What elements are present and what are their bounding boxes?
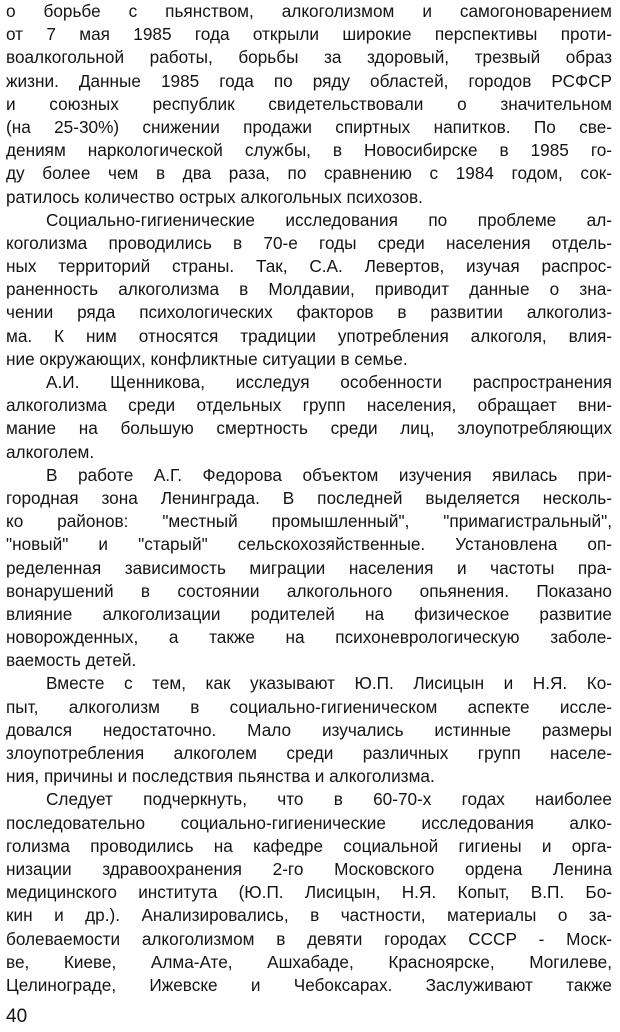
text-line: новорожденных, а также на психоневрологическую заболе- (6, 627, 612, 648)
paragraph (6, 209, 612, 371)
text-line: ния, причины и последствия пьянства и алкоголизма. (6, 766, 435, 787)
text-line: о борьбе с пьянством, алкоголизмом и самогоноварением (6, 1, 612, 21)
text-line: (на 25-30%) снижении продажи спиртных напитков. По све- (6, 116, 612, 137)
paragraph (6, 788, 612, 997)
text-line: воалкогольной работы, борьбы за здоровый, трезвый образ (6, 47, 612, 68)
paragraph (6, 464, 612, 673)
text-line: вонарушений в состоянии алкогольного опьянения. Показано (6, 580, 612, 601)
text-line: алкоголем. (6, 441, 95, 462)
text-line: Следует подчеркнуть, что в 60-70-х годах наиболее (46, 789, 612, 810)
text-line: голизма проводились на кафедре социальной гигиены и орга- (6, 835, 612, 856)
text-line: алкоголизма среди отдельных групп населения, обращает вни- (6, 395, 612, 416)
paragraph (6, 0, 612, 209)
paragraph (6, 371, 612, 464)
text-line: от 7 мая 1985 года открыли широкие перспективы проти- (6, 24, 612, 45)
text-line: В работе А.Г. Федорова объектом изучения явилась при- (46, 464, 612, 485)
text-line: коголизма проводились в 70-е годы среди населения отдель- (6, 232, 612, 253)
text-line: ние окружающих, конфликтные ситуации в семье. (6, 348, 408, 369)
text-line: ваемость детей. (6, 650, 137, 671)
text-line: "новый" и "старый" сельскохозяйственные. Установлена оп- (6, 534, 612, 555)
paragraph (6, 672, 612, 788)
text-line: А.И. Щенникова, исследуя особенности распространения (46, 372, 612, 392)
text-line: ве, Киеве, Алма-Ате, Ашхабаде, Красноярске, Могилеве, (6, 951, 612, 972)
text-line: и союзных республик свидетельствовали о значительном (6, 93, 612, 114)
text-line: ределенная зависимость миграции населения и частоты пра- (6, 557, 612, 578)
text-line: Вместе с тем, как указывают Ю.П. Лисицын и Н.Я. Ко- (46, 673, 612, 694)
text-line: довался недостаточно. Мало изучались истинные размеры (6, 719, 612, 740)
text-line: ных территорий страны. Так, С.А. Левертов, изучая распрос- (6, 256, 612, 277)
text-line: чении ряда психологических факторов в развитии алкоголиз- (6, 302, 612, 323)
text-line: влияние алкоголизации родителей на физическое развитие (6, 603, 612, 624)
text-line: пыт, алкоголизм в социально-гигиеническом аспекте иссле- (6, 696, 612, 717)
text-line: дениям наркологической службы, в Новосибирске в 1985 го- (6, 140, 612, 161)
text-line: кин и др.). Анализировались, в частности, материалы о за- (6, 905, 612, 926)
body-text (6, 0, 612, 997)
text-line: последовательно социально-гигиенические исследования алко- (6, 812, 612, 833)
text-line: болеваемости алкоголизмом в девяти городах СССР - Моск- (6, 928, 612, 949)
text-line: мание на большую смертность среди лиц, злоупотребляющих (6, 418, 612, 439)
text-line: Целинограде, Ижевске и Чебоксарах. Заслуживают также (6, 974, 612, 995)
text-line: злоупотребления алкоголем среди различных групп населе- (6, 743, 612, 763)
text-line: городная зона Ленинграда. В последней выделяется несколь- (6, 487, 612, 508)
text-line: ко районов: "местный промышленный", "примагистральный", (6, 511, 612, 532)
text-line: ратилось количество острых алкогольных психозов. (6, 186, 423, 207)
text-line: медицинского института (Ю.П. Лисицын, Н.Я. Копыт, В.П. Бо- (6, 882, 612, 903)
text-line: ма. К ним относятся традиции употребления алкоголя, влия- (6, 325, 612, 346)
text-line: жизни. Данные 1985 года по ряду областей, городов РСФСР (6, 70, 612, 91)
text-line: ду более чем в два раза, по сравнению с 1984 годом, сок- (6, 163, 612, 184)
page-number: 40 (6, 1006, 28, 1027)
text-line: раненность алкоголизма в Молдавии, приводит данные о зна- (6, 279, 612, 300)
text-line: Социально-гигиенические исследования по проблеме ал- (46, 209, 612, 230)
text-line: низации здравоохранения 2-го Московского ордена Ленина (6, 858, 612, 879)
